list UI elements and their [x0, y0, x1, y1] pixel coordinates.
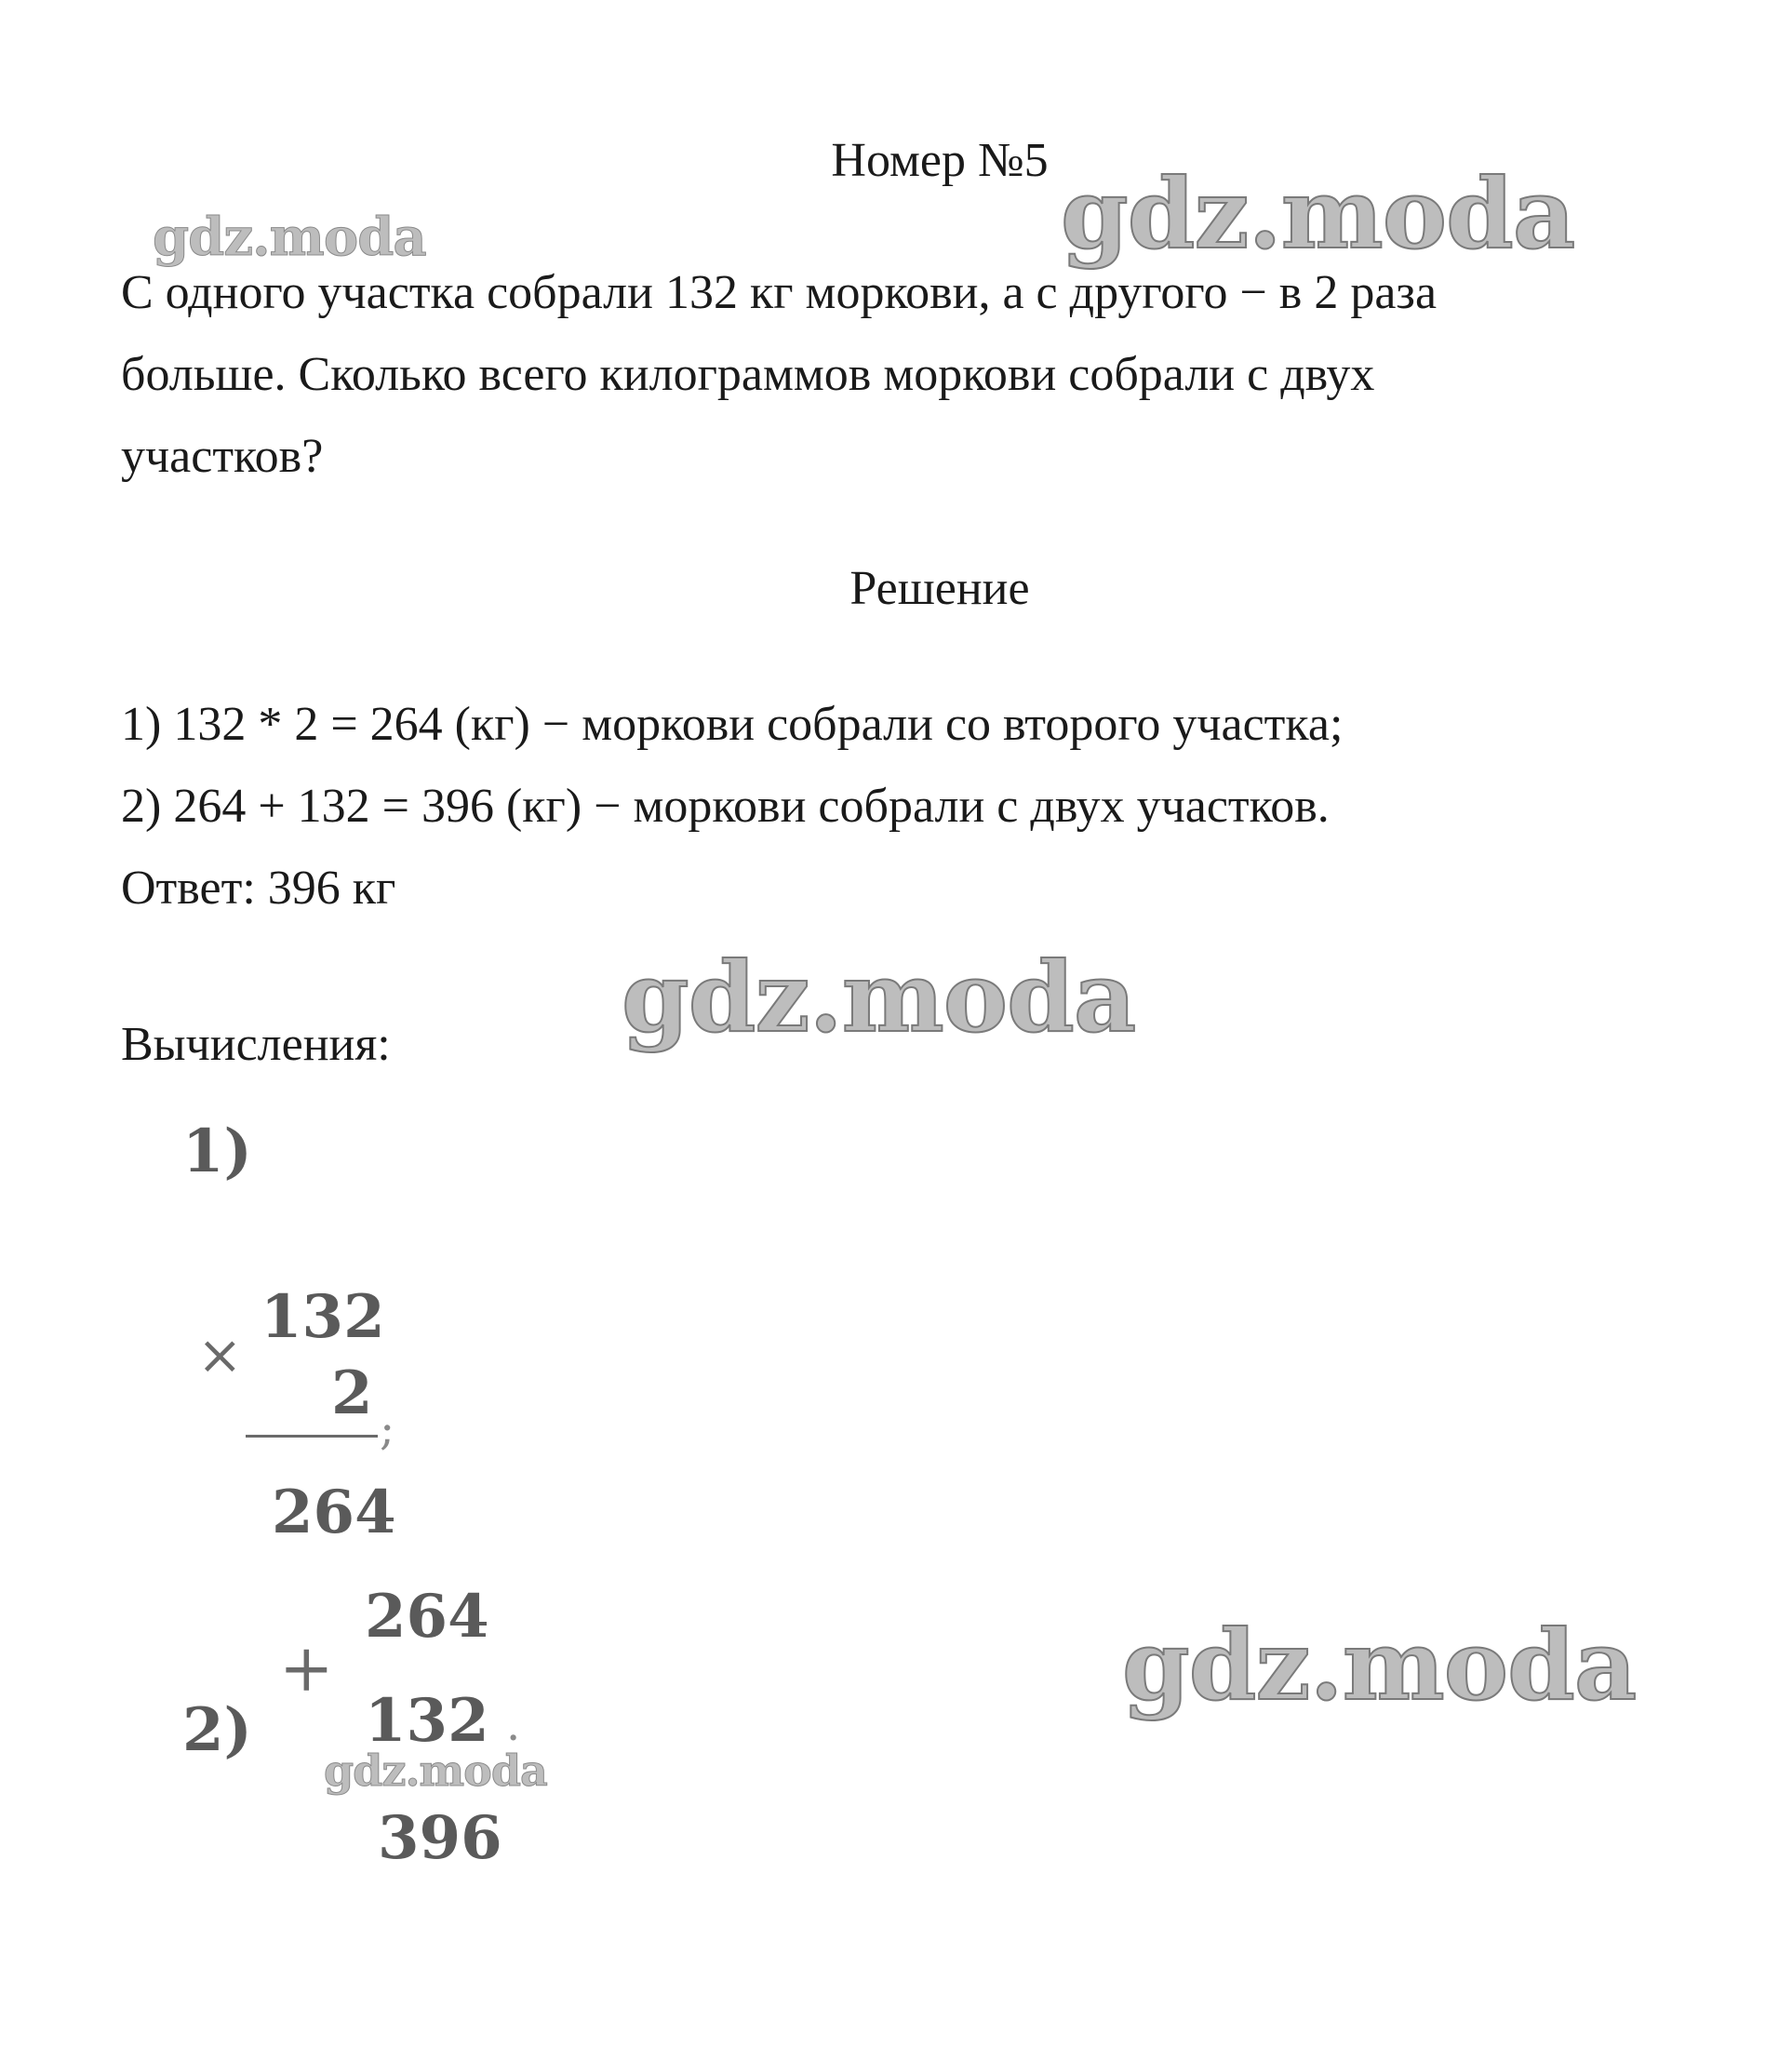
add-operator: + — [279, 1630, 334, 1706]
mult-operand-a: 132 — [261, 1282, 385, 1352]
calc-1-index: 1) — [182, 1117, 252, 1186]
watermark: gdz.moda — [153, 207, 426, 268]
answer-line: Ответ: 396 кг — [121, 862, 396, 915]
problem-line-2: больше. Сколько всего килограммов моркови собрали с двух — [121, 348, 1375, 401]
add-result: 396 — [378, 1803, 502, 1873]
watermark: gdz.moda — [622, 940, 1136, 1054]
problem-line-1: С одного участка собрали 132 кг моркови, а с другого − в 2 раза — [121, 266, 1438, 319]
page-title: Номер №5 — [831, 134, 1049, 187]
solution-step-1: 1) 132 * 2 = 264 (кг) − моркови собрали со второго участка; — [121, 698, 1344, 751]
watermark: gdz.moda — [1122, 1608, 1637, 1722]
calculations-label: Вычисления: — [121, 1018, 391, 1071]
calc-2-index: 2) — [182, 1695, 252, 1765]
problem-line-3: участков? — [121, 430, 324, 483]
mult-operand-b: 2 — [331, 1358, 373, 1428]
add-operand-a: 264 — [365, 1582, 489, 1652]
mult-separator: ; — [380, 1403, 395, 1455]
solution-step-2: 2) 264 + 132 = 396 (кг) − моркови собрали с двух участков. — [121, 780, 1330, 833]
solution-heading: Решение — [849, 562, 1030, 615]
multiply-operator: × — [197, 1323, 243, 1386]
add-operand-b: 132 — [365, 1686, 489, 1756]
mult-result: 264 — [272, 1478, 396, 1547]
add-separator: . — [506, 1699, 521, 1751]
watermark: gdz.moda — [324, 1746, 547, 1796]
watermark: gdz.moda — [1061, 156, 1575, 271]
mult-result-line — [246, 1435, 378, 1438]
